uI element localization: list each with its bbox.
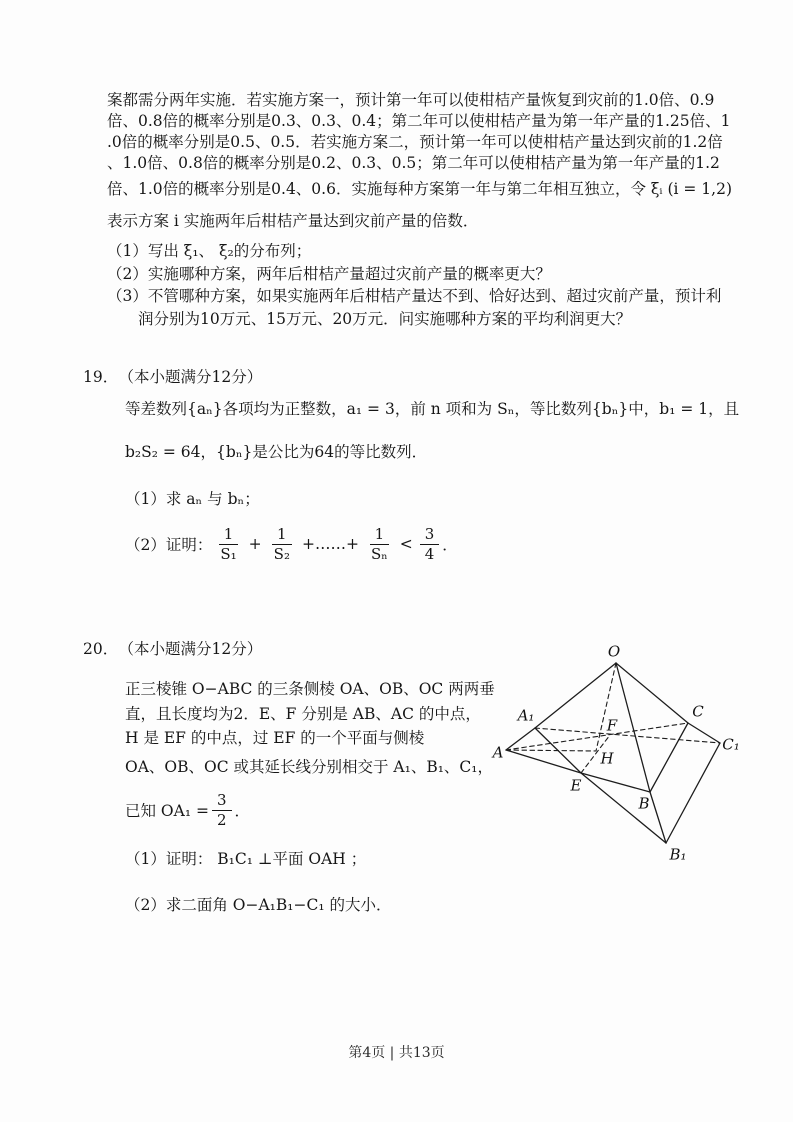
paragraph-line: 、1.0倍、0.8倍的概率分别是0.2、0.3、0.5；第二年可以使柑桔产量为第一年产量的1.2 <box>107 154 720 172</box>
problem-20-statement-line-4: OA、OB、OC 或其延长线分别相交于 A₁、B₁、C₁， <box>125 757 494 776</box>
paragraph-line: 倍、1.0倍的概率分别是0.4、0.6．实施每种方案第一年与第二年相互独立，令 ξᵢ (i = 1,2) <box>107 180 733 198</box>
plus-sign: + <box>248 535 262 553</box>
tetrahedron-diagram <box>486 636 754 874</box>
problem-20-heading <box>83 638 483 660</box>
vertex-label-F: F <box>606 716 618 735</box>
problem-18-intro: 表示方案 i 实施两年后柑桔产量达到灾前产量的倍数． <box>107 212 479 230</box>
less-than-sign: < <box>399 535 413 553</box>
period: ． <box>234 802 251 820</box>
problem-19 <box>83 366 740 563</box>
fraction-1-over-sn: $\frac{1}{\text{Sₙ}}$ <box>370 525 388 563</box>
edge-O-B-B1 <box>616 663 666 843</box>
edge-B1-C1 <box>666 743 720 843</box>
problem-19-item-1: （1）求 aₙ 与 bₙ； <box>125 490 260 508</box>
problem-19-score: （本小题满分12分） <box>126 368 263 386</box>
vertex-label-O: O <box>607 642 621 661</box>
problem-20-figure <box>486 636 754 874</box>
problem-20 <box>83 638 495 915</box>
fraction-1-over-s1: $\frac{1}{\text{S₁}}$ <box>220 525 237 563</box>
problem-20-statement-line-2: 直，且长度均为2．E、F 分别是 AB、AC 的中点， <box>125 704 481 723</box>
vertex-label-E: E <box>570 776 582 795</box>
edge-B-C <box>650 723 688 792</box>
problem-19-number: 19． <box>83 368 119 386</box>
problem-19-statement-line-2: b₂S₂ = 64，{bₙ}是公比为64的等比数列． <box>125 443 428 461</box>
problem-19-item-2-label: （2）证明： <box>125 536 213 554</box>
problem-18-item-2: （2）实施哪种方案，两年后柑桔产量超过灾前产量的概率更大？ <box>107 264 551 283</box>
edge-O-C-C1 <box>616 663 720 743</box>
page-footer: 第4页 | 共13页 <box>348 1045 445 1061</box>
vertex-label-H: H <box>600 749 614 768</box>
problem-19-statement-line-1: 等差数列{aₙ}各项均为正整数，a₁ = 3，前 n 项和为 Sₙ，等比数列{bₙ}中，b₁ = 1，且 <box>125 400 740 418</box>
edge-A1-E-B1 <box>535 728 666 843</box>
vertex-label-B: B <box>638 794 650 813</box>
problem-20-statement-line-1: 正三棱锥 O−ABC 的三条侧棱 OA、OB、OC 两两垂 <box>125 680 495 698</box>
problem-18-item-3: （3）不管哪种方案，如果实施两年后柑桔产量达不到、恰好达到、超过灾前产量，预计利 <box>107 287 722 305</box>
dashed-A-C <box>506 723 688 750</box>
problem-20-score: （本小题满分12分） <box>126 640 263 658</box>
problem-20-item-1: （1）证明： B₁C₁ ⊥平面 OAH ； <box>125 850 367 868</box>
problem-20-item-2: （2）求二面角 O−A₁B₁−C₁ 的大小． <box>125 896 392 914</box>
problem-18-item-3-continued: 润分别为10万元、15万元、20万元．问实施哪种方案的平均利润更大？ <box>138 309 632 328</box>
problem-20-given <box>125 792 483 828</box>
ellipsis-plus: +……+ <box>301 535 359 553</box>
problem-20-statement-line-3: H 是 EF 的中点，过 EF 的一个平面与侧棱 <box>125 729 425 747</box>
vertex-label-C1: C₁ <box>722 735 740 754</box>
paragraph-line: 案都需分两年实施．若实施方案一，预计第一年可以使柑桔产量恢复到灾前的1.0倍、0.9 <box>107 91 715 109</box>
period: ． <box>442 536 458 554</box>
vertex-label-B1: B₁ <box>669 845 687 864</box>
vertex-label-A1: A₁ <box>517 706 535 725</box>
problem-19-item-2 <box>125 526 713 562</box>
vertex-label-C: C <box>692 702 704 721</box>
problem-19-heading <box>83 366 713 388</box>
problem-20-number: 20． <box>83 640 119 658</box>
dashed-A1-C1 <box>535 728 720 743</box>
dashed-A-H <box>506 750 596 751</box>
problem-18-item-1: （1）写出 ξ₁、 ξ₂的分布列； <box>107 242 312 260</box>
fraction-1-over-s2: $\frac{1}{\text{S₂}}$ <box>273 525 290 563</box>
problem-18-continuation <box>107 90 733 330</box>
paragraph-line: .0倍的概率分别是0.5、0.5．若实施方案二，预计第一年可以使柑桔产量达到灾前的1.2倍 <box>107 133 723 151</box>
problem-20-given-prefix: 已知 OA₁ = <box>125 802 209 820</box>
paragraph-line: 倍、0.8倍的概率分别是0.3、0.3、0.4；第二年可以使柑桔产量为第一年产量的1.25倍、1 <box>107 112 731 130</box>
vertex-label-A: A <box>492 743 504 762</box>
fraction-3-over-4: $\frac{3}{4}$ <box>420 526 440 562</box>
fraction-3-over-2: $\frac{3}{2}$ <box>212 792 232 828</box>
